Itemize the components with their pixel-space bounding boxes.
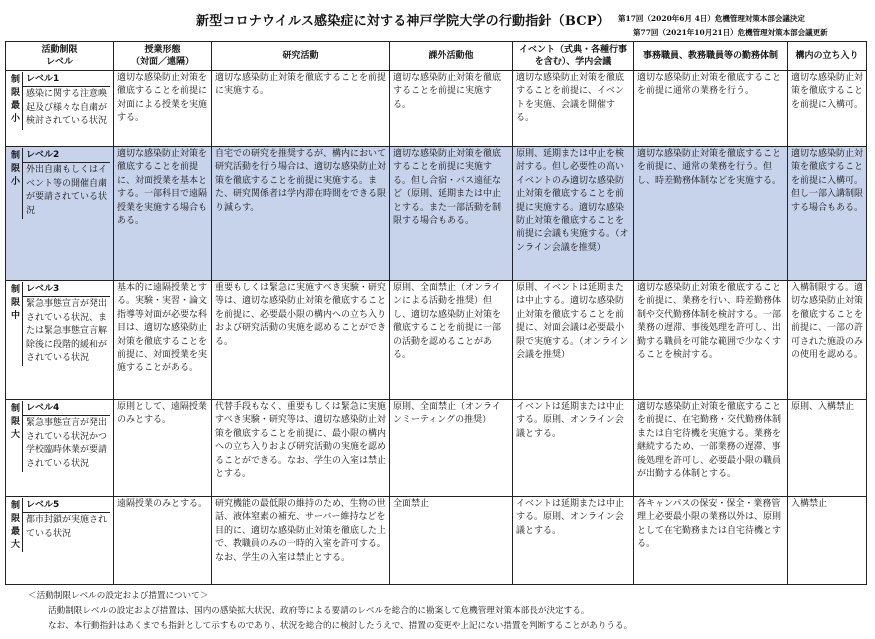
level-name: レベル3 bbox=[23, 283, 110, 297]
level-description: 感染に関する注意喚起及び様々な自粛が検討されている状況 bbox=[26, 89, 108, 127]
extracurricular-cell: 全面禁止 bbox=[390, 497, 513, 585]
level-name: レベル1 bbox=[23, 73, 110, 87]
table-row bbox=[6, 281, 867, 400]
bcp-table bbox=[5, 41, 867, 585]
level-description: 都市封鎖が実施されている状況 bbox=[26, 515, 108, 539]
events-cell: 原則、延期または中止を検討する。但し必要性の高いイベントのみ適切な感染防止対策を徹底することを前提に実施する。適切な感染防止対策を徹底することを前提に会議も実施する。（オンライン会議を推奨） bbox=[513, 147, 634, 281]
notes-line: なお、本行動指針はあくまでも指針として示すものであり、状況を総合的に検討したうえで、措置の変更や上記にない措置を判断することがありうる。 bbox=[48, 621, 633, 631]
level-cell bbox=[6, 281, 114, 400]
extracurricular-cell: 原則、全面禁止（オンラインミーティングの推奨） bbox=[390, 400, 513, 497]
header-classes: 授業形態 （対面／遠隔） bbox=[114, 42, 212, 71]
classes-cell: 遠隔授業のみとする。 bbox=[114, 497, 212, 585]
table-row bbox=[6, 71, 867, 147]
staff-cell: 適切な感染防止対策を徹底することを前提に、在宅勤務・交代勤務体制または自宅待機を実施する。業務を継続するため、一部業務の遅滞、事後処理を許可し、必要最小限の職員が出勤する体制とする。 bbox=[634, 400, 788, 497]
campus-cell: 原則、入構禁止 bbox=[788, 400, 867, 497]
level-cell bbox=[6, 71, 114, 147]
events-cell: イベントは延期または中止する。原則、オンライン会議とする。 bbox=[513, 497, 634, 585]
classes-cell: 原則として、遠隔授業のみとする。 bbox=[114, 400, 212, 497]
header-extracurricular: 課外活動他 bbox=[390, 42, 513, 71]
research-cell: 適切な感染防止対策を徹底することを前提に実施する。 bbox=[212, 71, 390, 147]
campus-cell: 入構禁止 bbox=[788, 497, 867, 585]
level-description: 緊急事態宣言が発出されている状況かつ学校臨時休業が要請されている状況 bbox=[26, 418, 108, 469]
restriction-side-label: 制限大 bbox=[9, 401, 23, 472]
decision-meta: 第17回（2020年6月 4日）危機管理対策本部会議決定 bbox=[618, 14, 805, 23]
extracurricular-cell: 原則、全面禁止（オンラインによる活動を推奨）但し、適切な感染防止対策を徹底することを前提に一部の活動を認めることがある。 bbox=[390, 281, 513, 400]
level-cell bbox=[6, 400, 114, 497]
table-row bbox=[6, 147, 867, 281]
level-description: 緊急事態宣言が発出されている状況、または緊急事態宣言解除後に段階的緩和がされている状況 bbox=[26, 299, 108, 364]
level-description: 外出自粛もしくはイベント等の開催自粛が要請されている状況 bbox=[26, 165, 108, 216]
events-cell: イベントは延期または中止する。原則、オンライン会議とする。 bbox=[513, 400, 634, 497]
table-row bbox=[6, 400, 867, 497]
classes-cell: 適切な感染防止対策を徹底することを前提に対面による授業を実施する。 bbox=[114, 71, 212, 147]
campus-cell: 適切な感染防止対策を徹底することを前提に入構可。 bbox=[788, 71, 867, 147]
campus-cell: 入構制限する。適切な感染防止対策を徹底することを前提に、一部の許可された施設のみの使用を認める。 bbox=[788, 281, 867, 400]
restriction-side-label: 制限最大 bbox=[9, 498, 23, 552]
extracurricular-cell: 適切な感染防止対策を徹底することを前提に実施する。 bbox=[390, 71, 513, 147]
research-cell: 重要もしくは緊急に実施すべき実験・研究等は、適切な感染防止対策を徹底することを前提に、必要最小限の構内への立ち入りおよび研究活動の実施を認めることができる。 bbox=[212, 281, 390, 400]
research-cell: 代替手段もなく、重要もしくは緊急に実施すべき実験・研究等は、適切な感染防止対策を徹底することを前提に、最小限の構内への立ち入りおよび研究活動の実施を認めることができる。なお、学生の入室は禁止とする。 bbox=[212, 400, 390, 497]
staff-cell: 適切な感染防止対策を徹底することを前提に、業務を行い、時差勤務体制や交代勤務体制を検討する。一部業務の遅滞、事後処理を許可し、出勤する職員を可能な範囲で少なくすることを検討する。 bbox=[634, 281, 788, 400]
update-meta: 第77回（2021年10月21日）危機管理対策本部会議更新 bbox=[633, 28, 828, 37]
research-cell: 自宅での研究を推奨するが、構内において研究活動を行う場合は、適切な感染防止対策を徹底することを前提に実施する。また、研究関係者は学内滞在時間をできる限り減らす。 bbox=[212, 147, 390, 281]
classes-cell: 適切な感染防止対策を徹底することを前提に、対面授業を基本とする。一部科目で遠隔授業を実施する場合もある。 bbox=[114, 147, 212, 281]
level-cell bbox=[6, 147, 114, 281]
header-campus: 構内の立ち入り bbox=[788, 42, 867, 71]
staff-cell: 適切な感染防止対策を徹底することを前提に通常の業務を行う。 bbox=[634, 71, 788, 147]
events-cell: 原則、イベントは延期または中止する。適切な感染防止対策を徹底することを前提に、対面会議は必要最小限で実施する。（オンライン会議を推奨） bbox=[513, 281, 634, 400]
extracurricular-cell: 適切な感染防止対策を徹底することを前提に実施する。但し合宿・バス遠征など（原則、延期または中止とする。また一部活動を制限する場合もある。 bbox=[390, 147, 513, 281]
classes-cell: 基本的に遠隔授業とする。実験・実習・論文指導等対面が必要な科目は、適切な感染防止対策を徹底することを前提に、対面授業を実施することがある。 bbox=[114, 281, 212, 400]
level-name: レベル2 bbox=[23, 149, 110, 163]
level-cell bbox=[6, 497, 114, 585]
notes-heading: ＜活動制限レベルの設定および措置について＞ bbox=[28, 591, 209, 601]
table-row bbox=[6, 497, 867, 585]
staff-cell: 各キャンパスの保安・保全・業務管理上必要最小限の業務以外は、原則として在宅勤務または自宅待機とする。 bbox=[634, 497, 788, 585]
header-row bbox=[6, 42, 867, 71]
research-cell: 研究機能の最低限の維持のため、生物の世話、液体窒素の補充、サーバー維持などを目的に、適切な感染防止対策を徹底した上で、教職員のみの一時的入室を許可する。なお、学生の入室は禁止とする。 bbox=[212, 497, 390, 585]
campus-cell: 適切な感染防止対策を徹底することを前提に入構可。但し一部入講制限する場合もある。 bbox=[788, 147, 867, 281]
events-cell: 適切な感染防止対策を徹底することを前提に、イベントを実施、会議を開催する。 bbox=[513, 71, 634, 147]
notes-line: 活動制限レベルの設定および措置は、国内の感染拡大状況、政府等による要請のレベルを総合的に勘案して危機管理対策本部長が決定する。 bbox=[48, 606, 590, 616]
staff-cell: 適切な感染防止対策を徹底することを前提に、通常の業務を行う。但し、時差勤務体制などを実施する。 bbox=[634, 147, 788, 281]
restriction-side-label: 制限小 bbox=[9, 148, 23, 219]
header-events: イベント（式典・各種行事を含む）、学内会議 bbox=[513, 42, 634, 71]
page-title: 新型コロナウイルス感染症に対する神戸学院大学の行動指針（BCP） bbox=[196, 14, 610, 29]
header-research: 研究活動 bbox=[212, 42, 390, 71]
header-staff: 事務職員、教務職員等の勤務体制 bbox=[634, 42, 788, 71]
restriction-side-label: 制限最小 bbox=[9, 72, 23, 130]
header-level: 活動制限 レベル bbox=[6, 42, 114, 71]
level-name: レベル4 bbox=[23, 402, 110, 416]
notes-section bbox=[28, 589, 632, 634]
level-name: レベル5 bbox=[23, 499, 110, 513]
restriction-side-label: 制限中 bbox=[9, 282, 23, 366]
